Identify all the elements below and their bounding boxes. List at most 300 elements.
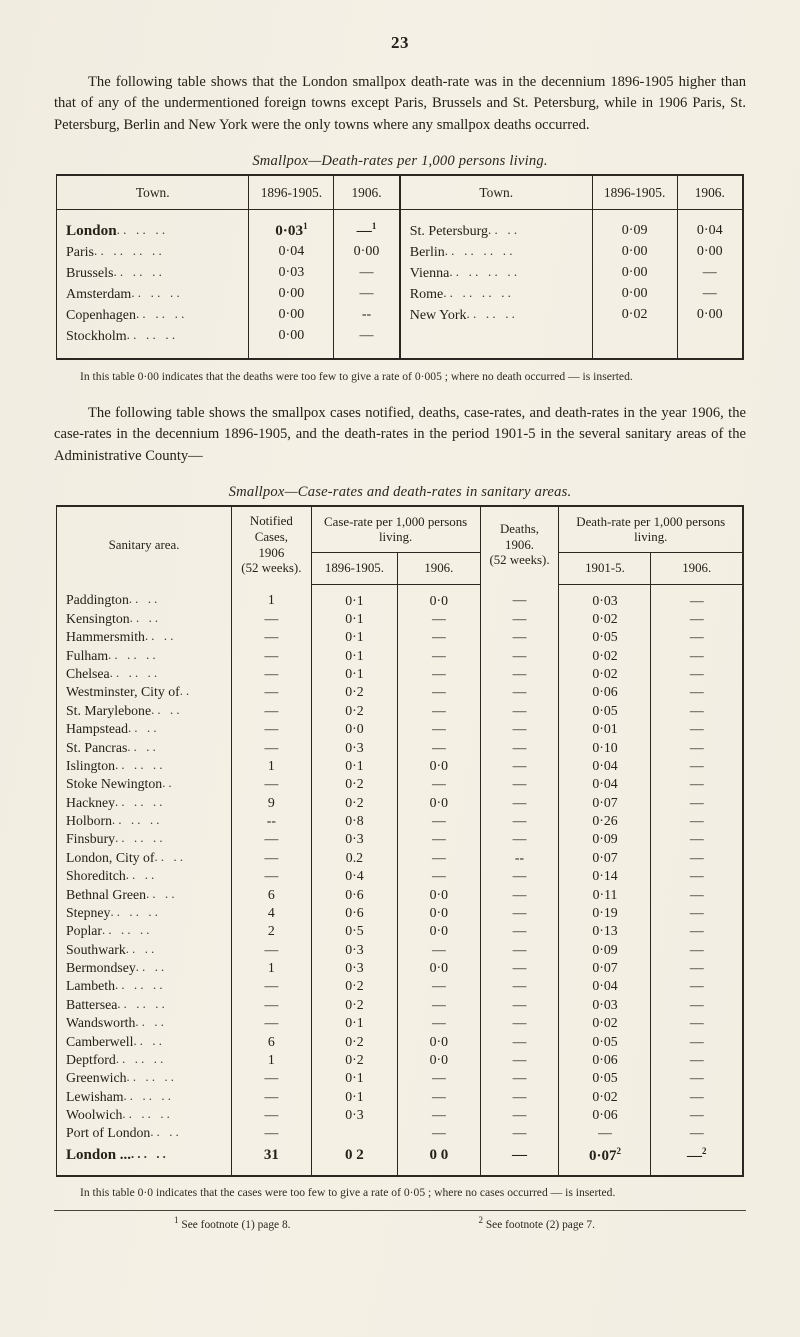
footnote-2 xyxy=(478,1215,594,1231)
leader-dots: .. .. .. .. xyxy=(449,264,521,280)
t2-death-rate-1901-5: 0·10 xyxy=(559,738,651,756)
t1-year-right: — xyxy=(677,284,743,305)
table1-note: In this table 0·00 indicates that the deaths were too few to give a rate of 0·005 ; where no death occurred — is inserted. xyxy=(80,370,633,384)
footnotes xyxy=(54,1215,746,1231)
t2-deaths: — xyxy=(480,941,559,959)
t2-th-death-1901-5: 1901-5. xyxy=(559,553,651,584)
t2-case-rate-1896-1905 xyxy=(311,1124,397,1142)
t2-notified: 2 xyxy=(232,922,312,940)
footnote-2-text: See footnote (2) page 7. xyxy=(485,1218,595,1231)
t1-year-right: — xyxy=(677,263,743,284)
t2-deaths: — xyxy=(480,977,559,995)
t1-th-year-right: 1906. xyxy=(677,175,743,210)
table-row xyxy=(57,885,744,903)
t2-th-deaths-l2: 1906. xyxy=(505,537,535,552)
t2-area-label xyxy=(57,757,232,775)
t2-area-label xyxy=(57,720,232,738)
t1-decennium-right: 0·00 xyxy=(592,242,677,263)
t2-deaths: — xyxy=(480,1051,559,1069)
t2-death-rate-1906: — xyxy=(651,757,743,775)
t2-case-rate-1896-1905: 0·3 xyxy=(311,959,397,977)
t2-death-rate-1906: — xyxy=(651,647,743,665)
t2-death-rate-1906: — xyxy=(651,1051,743,1069)
t2-area-label xyxy=(57,904,232,922)
t2-case-rate-1906: 0·0 xyxy=(398,904,480,922)
t2-case-rate-1906: — xyxy=(398,665,480,683)
area-name: Greenwich xyxy=(66,1070,127,1086)
smallpox-death-rates-table xyxy=(56,174,744,360)
t2-th-deaths-l3: (52 weeks). xyxy=(489,553,550,568)
t2-death-rate-1906: — xyxy=(651,720,743,738)
t2-th-case-rate-group: Case-rate per 1,000 persons living. xyxy=(311,506,480,553)
t1-town-left xyxy=(57,326,249,360)
t1-year-right: 0·00 xyxy=(677,242,743,263)
t2-area-label xyxy=(57,941,232,959)
t2-notified: — xyxy=(232,1014,312,1032)
t1-town-label: Stockholm xyxy=(66,329,127,345)
t2-death-rate-1906: — xyxy=(651,812,743,830)
t2-deaths: — xyxy=(480,702,559,720)
t2-case-rate-1896-1905: 0·2 xyxy=(311,775,397,793)
leader-dots: .. .. .. xyxy=(117,996,168,1011)
t2-area-label xyxy=(57,1051,232,1069)
leader-dots: .. .. .. xyxy=(126,327,179,343)
t2-notified: 1 xyxy=(232,584,312,610)
t1-year-left: —$^1$ xyxy=(334,210,400,242)
t2-deaths: — xyxy=(480,794,559,812)
t2-death-rate-1906: — xyxy=(651,665,743,683)
t2-notified: — xyxy=(232,1069,312,1087)
t2-death-rate-1901-5: 0·05 xyxy=(559,702,651,720)
leader-dots: .. .. xyxy=(154,849,187,864)
leader-dots: .. .. .. xyxy=(123,1088,175,1103)
t2-area-label xyxy=(57,584,232,610)
t2-death-rate-1906: — xyxy=(651,849,743,867)
t1-year-right: 0·04 xyxy=(677,210,743,242)
t2-case-rate-1896-1905: 0·2 xyxy=(311,977,397,995)
t2-death-rate-1901-5: 0·09 xyxy=(559,830,651,848)
area-name: Poplar xyxy=(66,923,103,939)
table1-wrapper xyxy=(56,174,744,360)
table-row xyxy=(57,305,744,326)
t2-death-rate-1906: — xyxy=(651,977,743,995)
t1-decennium-left: 0·03 xyxy=(249,263,334,284)
t2-death-rate-1901-5: 0·02 xyxy=(559,1014,651,1032)
table-row xyxy=(57,775,744,793)
t2-death-rate-1906: — xyxy=(651,885,743,903)
leader-dots: .. .. xyxy=(146,886,178,901)
t2-area-label xyxy=(57,683,232,701)
table-row xyxy=(57,922,744,940)
t2-death-rate-1901-5: 0·03 xyxy=(559,996,651,1014)
t2-deaths: — xyxy=(480,922,559,940)
t1-year-left: — xyxy=(334,284,400,305)
footnote-ref: 2 xyxy=(701,1145,707,1156)
t2-area-label xyxy=(57,1106,232,1124)
table-row xyxy=(57,242,744,263)
area-name: Camberwell xyxy=(66,1033,134,1049)
t2-death-rate-1906: — xyxy=(651,941,743,959)
leader-dots: .. .. xyxy=(125,868,158,883)
t2-deaths: — xyxy=(480,738,559,756)
t1-town-label: St. Petersburg xyxy=(409,223,489,239)
t2-case-rate-1896-1905: 0·6 xyxy=(311,904,397,922)
t2-case-rate-1896-1905: 0·4 xyxy=(311,867,397,885)
table2-wrapper xyxy=(56,505,744,1177)
t2-case-rate-1906: — xyxy=(398,628,480,646)
leader-dots: .. .. xyxy=(144,629,177,644)
t2-case-rate-1896-1905: 0·1 xyxy=(311,757,397,775)
t2-notified: — xyxy=(232,977,312,995)
area-name: Bethnal Green xyxy=(66,886,147,902)
mid-paragraph: The following table shows the smallpox cases notified, deaths, case-rates, and death-rates in the year 1906, the case-rates in the decennium 1896-1905, and the death-rates in the period 1901-5 in the several sanitary areas of the Administrative County— xyxy=(54,404,746,464)
t2-death-rate-1901-5: 0·06 xyxy=(559,1051,651,1069)
t2-death-rate-1901-5: — xyxy=(559,1124,651,1142)
t1-town-right xyxy=(400,326,592,360)
area-name: Bermondsey xyxy=(66,960,136,976)
t2-area-label xyxy=(57,794,232,812)
t1-town-left xyxy=(57,305,249,326)
t2-deaths: — xyxy=(480,610,559,628)
t2-death-rate-1901-5: 0·11 xyxy=(559,885,651,903)
t2-death-rate-1906: — xyxy=(651,1106,743,1124)
t2-death-rate-1901-5: 0·01 xyxy=(559,720,651,738)
t2-area-label xyxy=(57,665,232,683)
table-row xyxy=(57,683,744,701)
t2-th-deaths-l1: Deaths, xyxy=(500,522,540,536)
t2-th-death-rate-group: Death-rate per 1,000 persons living. xyxy=(559,506,743,553)
t2-case-rate-1906: 0·0 xyxy=(398,794,480,812)
t1-decennium-left: 0·00 xyxy=(249,284,334,305)
t2-case-rate-1906: 0·0 xyxy=(398,959,480,977)
table2-header-row-1 xyxy=(57,506,744,553)
area-name: Lambeth xyxy=(66,978,116,994)
t1-town-label: Berlin xyxy=(409,245,445,261)
t2-deaths: — xyxy=(480,1088,559,1106)
t2-deaths: — xyxy=(480,867,559,885)
t2-area-label xyxy=(57,922,232,940)
t2-deaths: — xyxy=(480,757,559,775)
t2-deaths: — xyxy=(480,665,559,683)
t2-case-rate-1906: — xyxy=(398,1106,480,1124)
t2-death-rate-1906: — xyxy=(651,996,743,1014)
t2-notified: 6 xyxy=(232,885,312,903)
t1-town-label: Brussels xyxy=(66,266,114,282)
t2-area-label xyxy=(57,1014,232,1032)
t2-notified: — xyxy=(232,610,312,628)
t1-town-label: New York xyxy=(409,308,467,324)
t2-case-rate-1896-1905: 0·3 xyxy=(311,1106,397,1124)
t2-th-notified xyxy=(232,506,312,584)
t2-death-rate-1906: — xyxy=(651,775,743,793)
t2-death-rate-1906: — xyxy=(651,584,743,610)
t2-case-rate-1896-1905: 0·2 xyxy=(311,794,397,812)
t2-case-rate-1896-1905: 0·6 xyxy=(311,885,397,903)
leader-dots: .. .. xyxy=(488,221,521,237)
leader-dots: .. .. .. xyxy=(126,1070,178,1085)
area-name: Holborn xyxy=(66,813,112,829)
t2-death-rate-1901-5: 0·09 xyxy=(559,941,651,959)
t2-th-deaths xyxy=(480,506,559,584)
t2-case-rate-1906: — xyxy=(398,610,480,628)
t2-deaths: — xyxy=(480,1106,559,1124)
t2-area-label xyxy=(57,702,232,720)
t2-deaths: — xyxy=(480,959,559,977)
t2-death-rate-1906: — xyxy=(651,867,743,885)
t2-area-label xyxy=(57,1032,232,1050)
table-row xyxy=(57,959,744,977)
t1-year-left: — xyxy=(334,263,400,284)
footnote-2-marker: 2 xyxy=(478,1215,483,1226)
table-row xyxy=(57,1088,744,1106)
t1-decennium-left: 0·00 xyxy=(249,326,334,360)
t2-notified: 1 xyxy=(232,757,312,775)
t2-notified: — xyxy=(232,628,312,646)
t2-notified: — xyxy=(232,720,312,738)
t2-case-rate-1896-1905: 0·2 xyxy=(311,683,397,701)
t2-area-label xyxy=(57,1069,232,1087)
t2-case-rate-1896-1905: 0·1 xyxy=(311,665,397,683)
t2-death-rate-1901-5: 0·05 xyxy=(559,628,651,646)
t2-death-rate-1906: — xyxy=(651,1088,743,1106)
footnote-1-text: See footnote (1) page 8. xyxy=(181,1218,291,1231)
t1-th-decennium-right: 1896-1905. xyxy=(592,175,677,210)
t1-town-left xyxy=(57,263,249,284)
leader-dots: .. .. .. xyxy=(115,794,166,809)
table-row xyxy=(57,867,744,885)
t2-area-label xyxy=(57,738,232,756)
t2-death-rate-1901-5: 0·02 xyxy=(559,665,651,683)
t2-th-case-1896-1905: 1896-1905. xyxy=(311,553,397,584)
area-name: Hampstead xyxy=(66,721,129,737)
t2-deaths: — xyxy=(480,683,559,701)
t1-decennium-right: 0·02 xyxy=(592,305,677,326)
t2-death-rate-1901-5: 0·05 xyxy=(559,1069,651,1087)
area-name: Shoreditch xyxy=(66,868,126,884)
t2-case-rate-1896-1905: 0·2 xyxy=(311,996,397,1014)
t2-death-rate-1906: — xyxy=(651,610,743,628)
area-name: Westminster, City of xyxy=(66,684,180,700)
t2-area-label xyxy=(57,885,232,903)
leader-dots: .. .. xyxy=(128,592,161,607)
t2-notified: — xyxy=(232,941,312,959)
t2-death-rate-1901-5: 0·06 xyxy=(559,683,651,701)
t2-deaths: — xyxy=(480,1069,559,1087)
leader-dots: .. .. .. xyxy=(115,978,166,993)
table-row xyxy=(57,647,744,665)
t2-notified: 1 xyxy=(232,1051,312,1069)
t2-notified: — xyxy=(232,830,312,848)
leader-dots: .. .. xyxy=(135,1015,168,1030)
t2-deaths: — xyxy=(480,996,559,1014)
t2-area-label xyxy=(57,628,232,646)
t2-case-rate-1906: 0·0 xyxy=(398,885,480,903)
t2-death-rate-1901-5: 0·02 xyxy=(559,1088,651,1106)
t2-death-rate-1901-5: 0·04 xyxy=(559,757,651,775)
table-row xyxy=(57,720,744,738)
t2-death-rate-1906: — xyxy=(651,830,743,848)
table-row xyxy=(57,628,744,646)
t2-death-rate-1906: —$^2$ xyxy=(651,1143,743,1176)
leader-dots: .. .. .. xyxy=(108,647,159,662)
t2-death-rate-1901-5: 0·04 xyxy=(559,775,651,793)
t2-case-rate-1906: 0 0 xyxy=(398,1143,480,1176)
table-row xyxy=(57,584,744,610)
t2-death-rate-1901-5: 0·07$^2$ xyxy=(559,1143,651,1176)
area-name: Wandsworth xyxy=(66,1015,136,1031)
table1-caption: Smallpox—Death-rates per 1,000 persons living. xyxy=(252,153,548,170)
leader-dots: .. .. .. xyxy=(110,904,162,919)
t1-decennium-right: 0·09 xyxy=(592,210,677,242)
t1-decennium-right: 0·00 xyxy=(592,263,677,284)
t2-area-label xyxy=(57,996,232,1014)
t2-case-rate-1896-1905: 0·0 xyxy=(311,720,397,738)
t2-case-rate-1896-1905: 0 2 xyxy=(311,1143,397,1176)
t2-death-rate-1906: — xyxy=(651,628,743,646)
t2-case-rate-1906: 0·0 xyxy=(398,922,480,940)
t2-case-rate-1896-1905: 0.2 xyxy=(311,849,397,867)
area-name: Stepney xyxy=(66,904,111,920)
leader-dots: .. .. .. xyxy=(115,831,166,846)
t2-case-rate-1906: — xyxy=(398,977,480,995)
t2-deaths: — xyxy=(480,1032,559,1050)
t2-death-rate-1901-5: 0·02 xyxy=(559,610,651,628)
footnote-ref: 2 xyxy=(616,1145,621,1156)
table2-note: In this table 0·0 indicates that the cases were too few to give a rate of 0·05 ; where no cases occurred — is inserted. xyxy=(80,1185,616,1199)
t2-notified: — xyxy=(232,996,312,1014)
t2-case-rate-1896-1905: 0·5 xyxy=(311,922,397,940)
t2-th-area: Sanitary area. xyxy=(108,537,180,552)
t2-case-rate-1906: — xyxy=(398,1069,480,1087)
t1-town-left xyxy=(57,210,249,242)
t2-area-label xyxy=(57,775,232,793)
t2-notified: — xyxy=(232,867,312,885)
t2-th-notified-l4: (52 weeks). xyxy=(241,561,302,576)
t2-death-rate-1901-5: 0·05 xyxy=(559,1032,651,1050)
t2-area-label xyxy=(57,610,232,628)
t2-case-rate-1896-1905: 0·2 xyxy=(311,1051,397,1069)
t1-th-decennium-left: 1896-1905. xyxy=(249,175,334,210)
t2-death-rate-1906: — xyxy=(651,1032,743,1050)
table-row xyxy=(57,1051,744,1069)
t2-th-notified-l3: 1906 xyxy=(258,545,285,560)
leader-dots: .. .. .. xyxy=(109,666,161,681)
t2-case-rate-1896-1905: 0·1 xyxy=(311,1088,397,1106)
t1-town-label: Amsterdam xyxy=(66,287,132,303)
t1-decennium-left: 0·04 xyxy=(249,242,334,263)
area-name: Battersea xyxy=(66,996,118,1012)
t1-year-left: — xyxy=(334,326,400,360)
t2-case-rate-1906: — xyxy=(398,812,480,830)
t2-deaths: — xyxy=(480,1014,559,1032)
t2-case-rate-1906: — xyxy=(398,1088,480,1106)
t2-area-label xyxy=(57,1124,232,1142)
table-row xyxy=(57,210,744,242)
t2-case-rate-1896-1905: 0·1 xyxy=(311,647,397,665)
t2-deaths: — xyxy=(480,812,559,830)
table-row xyxy=(57,849,744,867)
table-row xyxy=(57,904,744,922)
area-name: Southwark xyxy=(66,941,126,957)
t2-case-rate-1906: — xyxy=(398,941,480,959)
t2-death-rate-1901-5: 0·07 xyxy=(559,959,651,977)
leader-dots: .. .. .. xyxy=(131,285,183,301)
leader-dots: ... .. xyxy=(131,1146,169,1161)
table2-caption: Smallpox—Case-rates and death-rates in sanitary areas. xyxy=(228,484,572,501)
t1-town-label: Rome xyxy=(409,287,444,303)
t2-notified: — xyxy=(232,683,312,701)
t2-death-rate-1906: — xyxy=(651,959,743,977)
intro-paragraph: The following table shows that the London smallpox death-rate was in the decennium 1896-1905 higher than that of any of the undermentioned foreign towns except Paris, Brussels and St. Petersburg, while in 1906 Paris, St. Petersburg, Berlin and New York were the only towns where any smallpox deaths occurred. xyxy=(54,74,746,133)
t2-death-rate-1901-5: 0·03 xyxy=(559,584,651,610)
leader-dots: .. .. xyxy=(125,941,158,956)
t2-death-rate-1906: — xyxy=(651,922,743,940)
table-row xyxy=(57,977,744,995)
t2-case-rate-1906: — xyxy=(398,702,480,720)
t1-town-left xyxy=(57,284,249,305)
table-row xyxy=(57,263,744,284)
table2-body xyxy=(57,584,744,1176)
t2-th-death-1906: 1906. xyxy=(651,553,743,584)
t2-case-rate-1896-1905: 0·1 xyxy=(311,1014,397,1032)
t2-death-rate-1906: — xyxy=(651,794,743,812)
table-row xyxy=(57,1124,744,1142)
t1-year-right xyxy=(677,326,743,360)
t2-deaths: — xyxy=(480,1143,559,1176)
leader-dots: .. .. .. .. xyxy=(443,285,515,301)
t2-case-rate-1906: 0·0 xyxy=(398,584,480,610)
area-name: London, City of xyxy=(66,849,155,865)
leader-dots: .. .. .. xyxy=(115,757,166,772)
area-name: Hammersmith xyxy=(66,629,145,645)
t1-town-label: London xyxy=(66,221,117,239)
t2-death-rate-1901-5: 0·13 xyxy=(559,922,651,940)
table-row xyxy=(57,1106,744,1124)
t2-case-rate-1906: 0·0 xyxy=(398,1032,480,1050)
footnote-1 xyxy=(174,1215,290,1231)
t2-case-rate-1906: — xyxy=(398,775,480,793)
t1-decennium-left: 0·00 xyxy=(249,305,334,326)
table-row xyxy=(57,830,744,848)
t2-case-rate-1906: — xyxy=(398,849,480,867)
table-row xyxy=(57,1069,744,1087)
t2-case-rate-1896-1905: 0·8 xyxy=(311,812,397,830)
t1-town-right xyxy=(400,263,592,284)
t1-decennium-left: 0·03$^1$ xyxy=(249,210,334,242)
t1-town-right xyxy=(400,284,592,305)
t1-town-label: Paris xyxy=(66,245,94,261)
t2-case-rate-1906: — xyxy=(398,683,480,701)
t2-notified: 4 xyxy=(232,904,312,922)
leader-dots: .. .. .. xyxy=(112,813,163,828)
t1-town-right xyxy=(400,210,592,242)
t2-notified: — xyxy=(232,849,312,867)
leader-dots: .. .. xyxy=(128,721,160,736)
table1-header-row xyxy=(57,175,744,210)
t1-town-label: Vienna xyxy=(409,266,450,282)
t2-death-rate-1901-5: 0·06 xyxy=(559,1106,651,1124)
t2-case-rate-1896-1905: 0·2 xyxy=(311,702,397,720)
table-row xyxy=(57,1014,744,1032)
area-name: Islington xyxy=(66,757,116,773)
t2-deaths: — xyxy=(480,904,559,922)
t2-notified: 6 xyxy=(232,1032,312,1050)
leader-dots: .. .. .. .. xyxy=(94,243,165,259)
t1-th-year-left: 1906. xyxy=(334,175,400,210)
t2-deaths: — xyxy=(480,628,559,646)
table-row xyxy=(57,702,744,720)
leader-dots: .. .. xyxy=(129,610,162,625)
